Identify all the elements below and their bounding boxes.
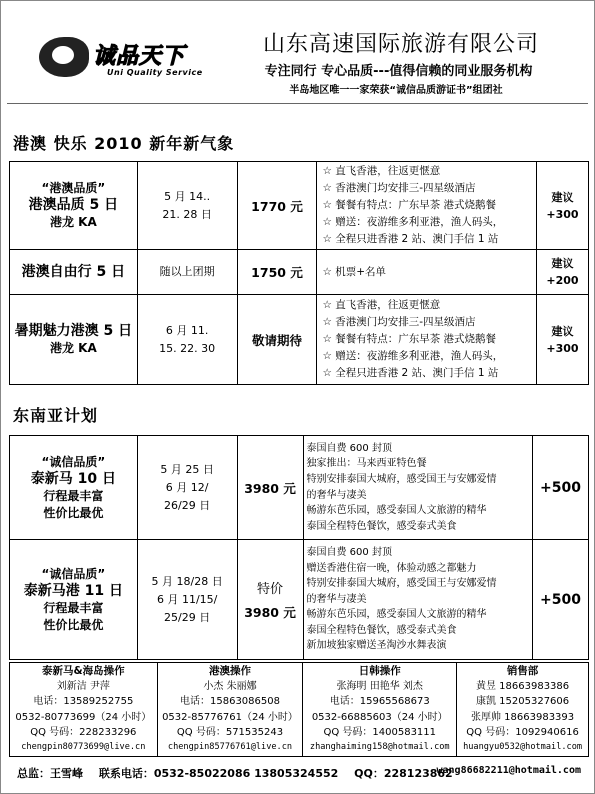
contact-phone: 电话：15965568673 [329,696,430,708]
contact-block-thailand [10,663,158,757]
director: 总监：王雪峰 [17,767,83,780]
addon-cell [537,162,589,250]
feature-item: 特别安排泰国大城府，感受国王与安娜爱情 [306,473,497,485]
contact-phone: 电话：15863086508 [180,696,280,708]
feature-item: 的奢华与凄美 [306,489,367,501]
company-name: 山东高速国际旅游有限公司 [262,32,539,57]
contact-landline: 0532-85776761（24 小时） [162,711,298,723]
feature-item: ☆ 赠送：夜游维多利亚港，渔人码头， [322,216,504,228]
contact-landline: 0532-66885603（24 小时） [311,711,448,723]
contact-phone: 电话：13589252755 [33,696,134,708]
addon-cell [537,250,589,295]
tour-name: 泰新马 10 日 [30,470,116,487]
table-row [10,540,589,660]
tour-date-line: 6 月 12/ [165,480,209,494]
feature-item: ☆ 赠送：夜游维多利亚港，渔人码头， [322,350,504,362]
feature-item: 特别安排泰国大城府，感受国王与安娜爱情 [306,578,497,590]
contact-block-japan-korea [303,663,457,757]
contact-landline: 0532-80773699（24 小时） [15,711,152,723]
section-title-hk-macau: 港澳 快乐 2010 新年新气象 [13,134,235,153]
section-title-southeast-asia: 东南亚计划 [13,406,99,425]
feature-item: 的奢华与凄美 [306,593,367,605]
sub-slogan: 半岛地区唯一一家荣获“诚信品质游证书”组团社 [289,85,503,96]
contact-email[interactable]: zhanghaiming158@hotmail.com [309,742,450,753]
footer-phone: 联系电话：0532-85022086 13805324552 [98,767,339,780]
addon-price: +500 [533,436,589,540]
southeast-asia-table [9,435,589,660]
tour-date-line: 6 月 11. [165,323,209,337]
airline: 港龙 KA [49,215,97,229]
tour-name: 港澳品质 5 日 [28,197,119,213]
feature-item: 赠送香港住宿一晚，体验动感之都魅力 [306,562,477,574]
tour-date-line: 21. 28 日 [162,207,212,221]
contact-title: 销售部 [506,665,539,677]
hk-macau-table [9,161,589,385]
contact-names: 刘新洁 尹萍 [56,681,110,693]
contact-block-hk-macau [157,663,303,757]
feature-item: 新加坡独家赠送圣淘沙水舞表演 [306,640,447,652]
mascot-icon [39,37,89,77]
addon-label: 建议 [551,190,574,204]
feature-item: 泰国全程特色餐饮，感受泰式美食 [306,520,457,532]
tour-tagline: 性价比最优 [43,617,104,632]
tour-quality-label: “诚信品质” [41,454,106,469]
tour-date-line: 26/29 日 [164,498,211,512]
tour-name-cell [10,540,138,660]
tour-tagline: 行程最丰富 [43,488,104,503]
tour-quality-label: “港澳品质” [41,181,106,195]
tour-date-line: 5 月 18/28 日 [151,574,223,588]
contacts-row [10,663,589,757]
tour-name-cell [10,162,138,250]
contacts-table [9,662,589,757]
tour-dates-cell [137,540,237,660]
contact-block-sales [457,663,589,757]
feature-item: ☆ 直飞香港，往返更惬意 [322,299,441,311]
contact-line: 张厚帅 18663983393 [470,711,575,723]
tour-price: 1750 元 [237,250,317,295]
tour-features: ☆ 机票+名单 [317,250,537,295]
feature-item: ☆ 直飞香港，往返更惬意 [322,165,441,177]
feature-item: ☆ 全程只进香港 2 站、澳门手信 1 站 [322,367,499,379]
tour-price: 1770 元 [237,162,317,250]
feature-item: 泰国全程特色餐饮，感受泰式美食 [306,624,457,636]
tour-date-line: 25/29 日 [164,610,211,624]
footer-email[interactable]: wang86682211@hotmail.com [436,765,581,776]
tour-price-cell [237,540,303,660]
tour-dates-cell [137,295,237,385]
tour-dates-cell [137,436,237,540]
tour-tagline: 性价比最优 [43,505,104,520]
feature-item: 畅游东芭乐园，感受泰国人文旅游的精华 [306,609,487,621]
contact-qq: QQ 号码：571535243 [176,726,284,738]
addon-price: +300 [546,341,579,355]
contact-qq: QQ 号码：228233296 [30,726,137,738]
contact-line: 黄昱 18663983386 [475,681,570,693]
tour-features-cell [317,295,537,385]
slogan: 专注同行 专心品质---值得信赖的同业服务机构 [264,64,533,79]
tour-date-line: 6 月 11/15/ [156,592,218,606]
addon-label: 建议 [551,257,574,270]
tour-features-cell [303,436,533,540]
tour-date-line: 5 月 14.. [164,189,211,203]
tour-name: 泰新马港 11 日 [23,582,123,599]
contact-title: 日韩操作 [358,665,401,677]
feature-item: ☆ 香港澳门均安排三-四星级酒店 [322,182,476,194]
addon-label: 建议 [551,324,574,338]
contact-names: 张海明 田艳华 刘杰 [336,681,423,693]
tour-name: 港澳自由行 5 日 [10,250,138,295]
footer-qq: QQ：228123862 [354,767,453,780]
airline: 港龙 KA [49,340,97,355]
feature-item: 独家推出：马来西亚特色餐 [306,458,427,470]
feature-item: 泰国自费 600 封顶 [306,442,392,454]
feature-item: 畅游东芭乐园，感受泰国人文旅游的精华 [306,505,487,517]
tour-tagline: 行程最丰富 [43,600,104,615]
contact-qq: QQ 号码：1092940616 [466,726,579,738]
tour-name-cell [10,295,138,385]
table-row [10,250,589,295]
tour-date-line: 15. 22. 30 [159,341,216,355]
contact-line: 康凯 15205327606 [475,696,570,708]
logo-tagline: Uni Quality Service [107,68,203,77]
company-logo [39,37,209,83]
tour-quality-label: “诚信品质” [41,566,106,581]
tour-name-cell [10,436,138,540]
feature-item: ☆ 餐餐有特点：广东早茶 港式烧鹅餐 [322,333,497,345]
contact-title: 港澳操作 [209,665,251,677]
tour-date-line: 5 月 25 日 [160,462,214,476]
logo-text: 诚品天下 [93,44,186,69]
addon-price: +500 [533,540,589,660]
tour-dates-cell [137,162,237,250]
contact-email[interactable]: chengpin85776761@live.cn [167,742,293,753]
feature-item: 泰国自费 600 封顶 [306,546,392,558]
tour-price: 敬请期待 [237,295,317,385]
special-price-label: 特价 [257,582,284,597]
feature-item: ☆ 餐餐有特点：广东早茶 港式烧鹅餐 [322,199,497,211]
tour-features-cell [317,162,537,250]
tour-price: 3980 元 [244,605,296,620]
addon-price: +300 [546,207,579,221]
tour-name: 暑期魅力港澳 5 日 [14,322,133,339]
contact-email[interactable]: chengpin80773699@live.cn [21,742,146,753]
addon-price: +200 [546,274,579,287]
contact-email[interactable]: huangyu0532@hotmail.com [463,742,583,753]
tour-price: 3980 元 [237,436,303,540]
tour-features-cell [303,540,533,660]
tour-dates: 随以上团期 [137,250,237,295]
feature-item: ☆ 全程只进香港 2 站、澳门手信 1 站 [322,233,499,245]
feature-item: ☆ 香港澳门均安排三-四星级酒店 [322,316,476,328]
footer [17,765,587,781]
divider [7,103,588,104]
table-row [10,295,589,385]
addon-cell [537,295,589,385]
table-row [10,162,589,250]
contact-title: 泰新马&海岛操作 [41,665,125,677]
contact-names: 小杰 朱丽娜 [203,681,257,693]
contact-qq: QQ 号码：1400583111 [323,726,437,738]
table-row [10,436,589,540]
